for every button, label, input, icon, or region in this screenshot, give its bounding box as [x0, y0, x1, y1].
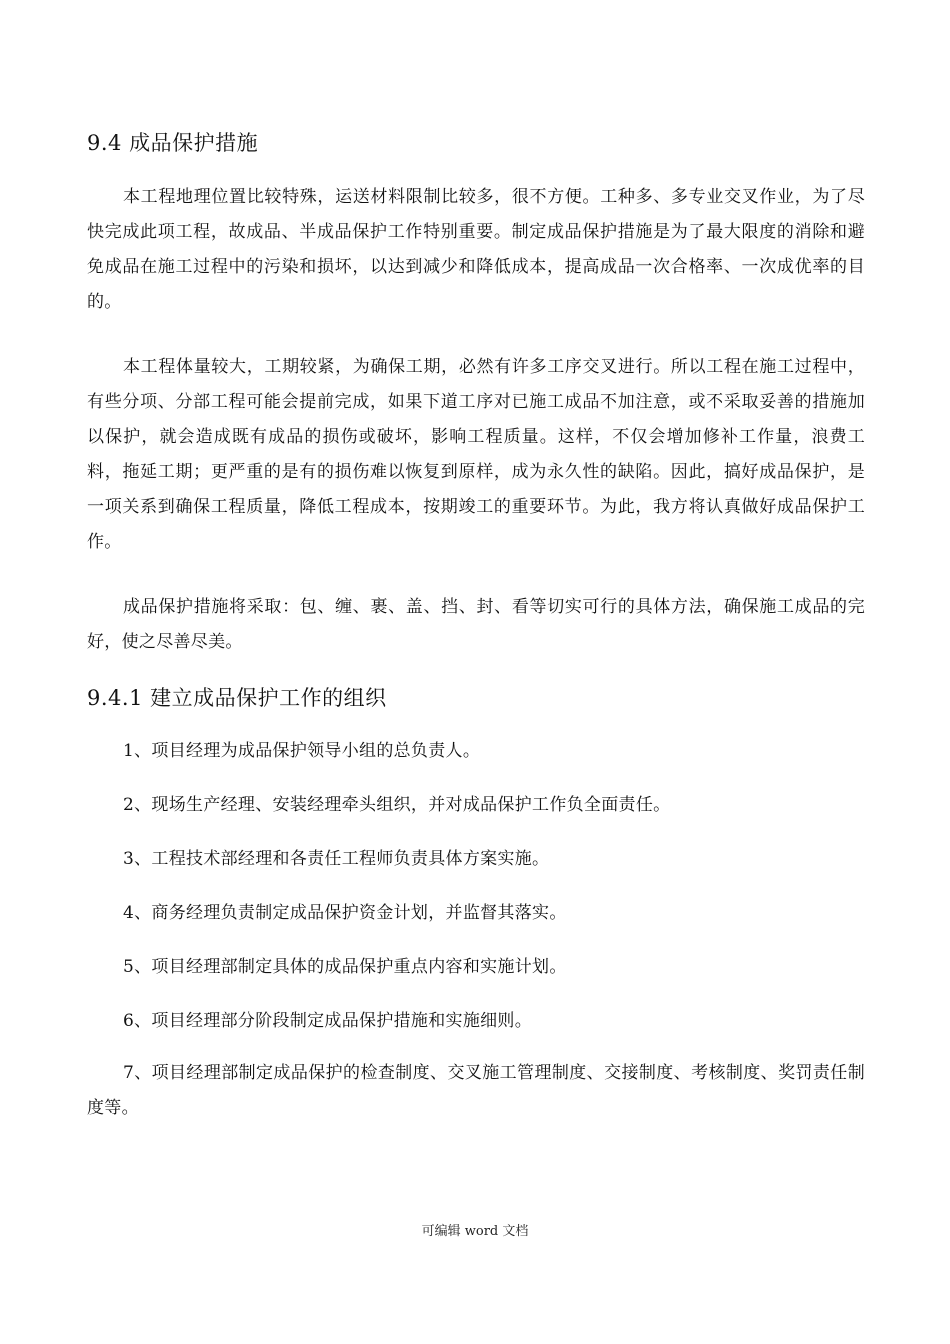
- list-item-2: 2、现场生产经理、安装经理牵头组织，并对成品保护工作负全面责任。: [123, 795, 671, 815]
- list-item-7: 7、项目经理部制定成品保护的检查制度、交叉施工管理制度、交接制度、考核制度、奖罚责任制度等。: [87, 1063, 865, 1118]
- list-item-6: 6、项目经理部分阶段制定成品保护措施和实施细则。: [123, 1011, 533, 1031]
- subsection-heading: 9.4.1 建立成品保护工作的组织: [87, 686, 387, 710]
- list-item-5: 5、项目经理部制定具体的成品保护重点内容和实施计划。: [123, 957, 567, 977]
- list-item-3: 3、工程技术部经理和各责任工程师负责具体方案实施。: [123, 849, 550, 869]
- page-footer: 可编辑 word 文档: [421, 1224, 529, 1239]
- list-item-1: 1、项目经理为成品保护领导小组的总负责人。: [123, 741, 481, 761]
- paragraph-1: 本工程地理位置比较特殊，运送材料限制比较多，很不方便。工种多、多专业交叉作业，为了尽快完成此项工程，故成品、半成品保护工作特别重要。制定成品保护措施是为了最大限度的消除和避免成品在施工过程中的污染和损坏，以达到减少和降低成本，提高成品一次合格率、一次成优率的目的。: [87, 187, 865, 312]
- list-item-4: 4、商务经理负责制定成品保护资金计划，并监督其落实。: [123, 903, 567, 923]
- section-heading: 9.4 成品保护措施: [87, 131, 259, 155]
- paragraph-3: 成品保护措施将采取：包、缠、裹、盖、挡、封、看等切实可行的具体方法，确保施工成品的完好，使之尽善尽美。: [87, 597, 865, 652]
- paragraph-2: 本工程体量较大，工期较紧，为确保工期，必然有许多工序交叉进行。所以工程在施工过程中，有些分项、分部工程可能会提前完成，如果下道工序对已施工成品不加注意，或不采取妥善的措施加以保护，就会造成既有成品的损伤或破坏，影响工程质量。这样，不仅会增加修补工作量，浪费工料，拖延工期；更严重的是有的损伤难以恢复到原样，成为永久性的缺陷。因此，搞好成品保护，是一项关系到确保工程质量，降低工程成本，按期竣工的重要环节。为此，我方将认真做好成品保护工作。: [87, 357, 865, 552]
